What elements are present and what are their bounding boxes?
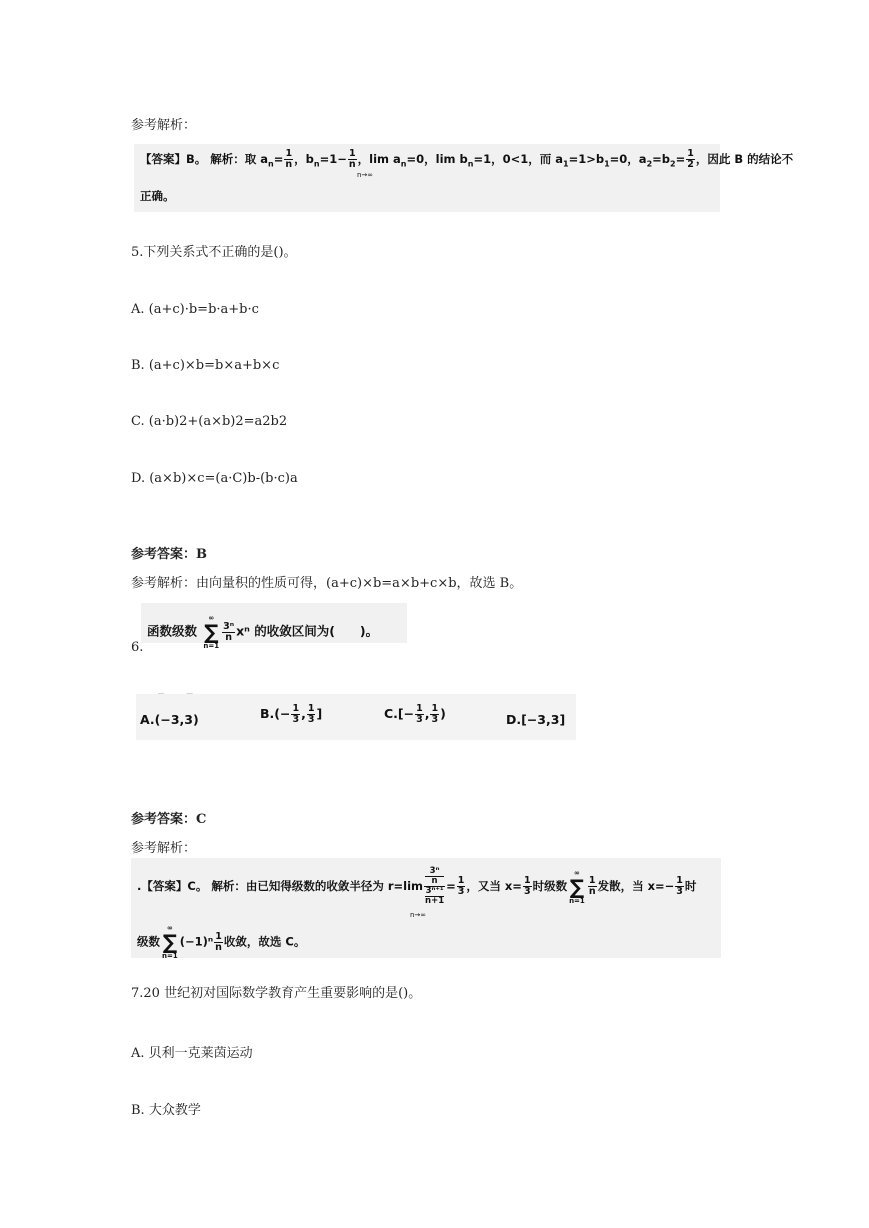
q6-number: 6. (131, 640, 144, 655)
fraction: $\frac{1}{n}$ (285, 148, 293, 170)
nested-fraction: 3ⁿ n 3ⁿ⁺¹ n+1 (425, 866, 445, 906)
q6-analysis-image: .【答案】C。 解析：由已知得级数的收敛半径为 r=lim 3ⁿ n 3ⁿ⁺¹ n+1 = $\frac{1}{3}$ ，又当 x= $\frac{1}{3}$ 时级数∞ ∑ n=1 $\frac{1}{n}$ 发散，当 x=− $\frac{1}{3}$ 时 n→∞ 级数∞ ∑ n=1(−1)ⁿ $\frac{1}{n}$ 收敛，故选 C。 (131, 858, 721, 958)
q5-option-d: D. (a×b)×c=(a·C)b-(b·c)a (131, 471, 298, 486)
lim-subscript: n→∞ (357, 171, 374, 179)
q6-answer: 参考答案：C (131, 812, 207, 827)
q6-option-d: D.[−3,3] (506, 712, 566, 727)
q6-options-image: ‾ ‾ A.(−3,3) B.(− $\frac{1}{3}$ , $\frac{1}{3}$ ] C.[− $\frac{1}{3}$ , $\frac{1}{3}$ ) D.[−3,3] (136, 694, 576, 740)
q7-option-b: B. 大众教学 (131, 1103, 201, 1118)
analysis-line-2: 正确。 (140, 189, 175, 203)
q6-option-b: B.(− $\frac{1}{3}$ , $\frac{1}{3}$ ] (260, 703, 323, 725)
q6-analysis-label: 参考解析： (131, 841, 197, 856)
q7-option-a: A. 贝利一克莱茵运动 (131, 1046, 253, 1061)
q7-question: 7.20 世纪初对国际数学教育产生重要影响的是()。 (131, 986, 422, 1001)
q4-analysis-image: 【答案】B。 解析：取 $a_n=$ $\frac{1}{n}$ ，$b_n=1-$ $\frac{1}{n}$ ，$\lim a_n=0$，$\lim b_n=1$，0<1，而 $a_1=1>b_1=0$，$a_2=b_2=$ $\frac{1}{2}$ ，因此 B 的结论不 n→∞ 正确。 (134, 144, 720, 212)
q5-option-c: C. (a·b)2+(a×b)2=a2b2 (131, 414, 288, 429)
q4-analysis-label: 参考解析： (131, 118, 197, 133)
fraction: $\frac{1}{2}$ (687, 148, 694, 170)
sigma-symbol: ∞ ∑ n=1 (162, 924, 178, 960)
fraction: $\frac{1}{n}$ (348, 148, 356, 170)
q5-option-a: A. (a+c)·b=b·a+b·c (131, 302, 259, 317)
lim-subscript: n→∞ (410, 911, 427, 919)
q6-option-a: A.(−3,3) (140, 712, 199, 727)
sigma-symbol: ∞ ∑ n=1 (203, 614, 220, 650)
sigma-symbol: ∞ ∑ n=1 (569, 868, 585, 905)
q5-analysis: 参考解析：由向量积的性质可得，(a+c)×b=a×b+c×b，故选 B。 (131, 576, 523, 591)
q6-question-image: 函数级数 ∞ ∑ n=1 $\frac{\text{3ⁿ}}{n}$ xⁿ 的收敛区间为( )。 (141, 603, 407, 643)
answer-tag: 【答案】 (140, 152, 186, 166)
q5-answer: 参考答案：B (131, 547, 207, 562)
q5-question: 5.下列关系式不正确的是()。 (131, 245, 297, 260)
q5-option-b: B. (a+c)×b=b×a+b×c (131, 358, 280, 373)
fraction: $\frac{\text{3ⁿ}}{n}$ (223, 620, 235, 643)
q6-option-c: C.[− $\frac{1}{3}$ , $\frac{1}{3}$ ) (384, 703, 446, 725)
